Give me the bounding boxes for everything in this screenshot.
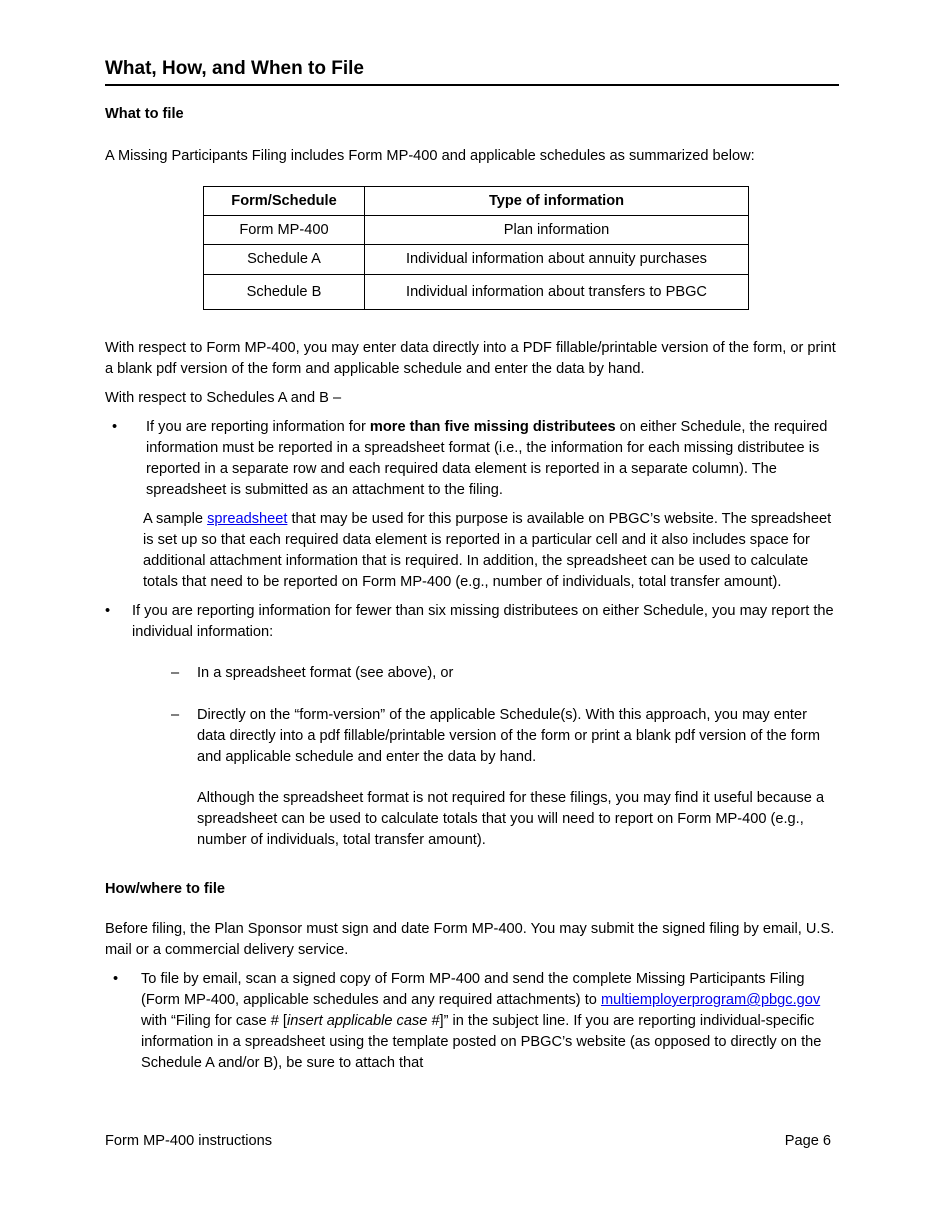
bullet-italic-text: insert applicable case #: [287, 1013, 440, 1029]
form-schedule-table: [203, 186, 749, 310]
table-cell: Form MP-400: [204, 216, 365, 245]
bullet-bold-text: more than five missing distributees: [369, 419, 616, 435]
table-row: [204, 216, 749, 245]
section-heading-what-to-file: What to file: [105, 106, 184, 122]
dash-marker: ‒: [171, 665, 180, 681]
form-mp400-paragraph: With respect to Form MP-400, you may enter data directly into a PDF fillable/printable version of the form, or print a blank pdf version of the form and applicable schedule and enter the data by hand.: [105, 340, 836, 377]
table-cell: Individual information about annuity purchases: [365, 245, 749, 275]
dash-text: Directly on the “form-version” of the applicable Schedule(s). With this approach, you may enter data directly into a pdf fillable/printable version of the form or print a blank pdf version of the form and applicable schedule and enter the data by hand.: [197, 707, 820, 765]
email-link[interactable]: multiemployerprogram@pbgc.gov: [600, 992, 821, 1008]
schedules-paragraph: With respect to Schedules A and B –: [105, 390, 342, 406]
dash-marker: ‒: [171, 707, 180, 723]
table-header-row: [204, 187, 749, 216]
dash-item-spreadsheet: [105, 663, 839, 684]
sample-text: A sample: [143, 511, 208, 527]
bullet-text: To file by email, scan a signed copy of Form MP-400 and send the complete Missing Participants Filing (Form MP-400, applicable schedules and any required attachments) to: [141, 971, 805, 1008]
footer-document-name: Form MP-400 instructions: [105, 1133, 273, 1149]
bullet-marker: •: [113, 971, 119, 987]
bullet-text: on either Schedule, the required information must be reported in a spreadsheet format (i.e., the information for each missing distributee is reported in a separate row and each required data element is reported in a separate column). The spreadsheet is submitted as an attachment to the filing.: [146, 419, 828, 498]
how-to-file-intro: Before filing, the Plan Sponsor must sign and date Form MP-400. You may submit the signed filing by email, U.S. mail or a commercial delivery service.: [105, 921, 835, 958]
footer-page-number: Page 6: [784, 1133, 831, 1149]
table-row: [204, 245, 749, 275]
bullet-marker: •: [105, 603, 111, 619]
bullet-text: with “Filing for case # [: [141, 1013, 287, 1029]
table-cell: Individual information about transfers to PBGC: [365, 275, 749, 310]
dash-item-form-version: [105, 705, 839, 768]
bullet-text: If you are reporting information for fewer than six missing distributees on either Schedule, you may report the individual information:: [132, 603, 834, 640]
bullet-email-filing: [105, 969, 839, 1074]
bullet-text: If you are reporting information for: [146, 419, 370, 435]
section-heading-how-to-file: How/where to file: [105, 881, 226, 897]
bullet-fewer-than-six: [105, 601, 839, 643]
page-footer: [105, 1131, 831, 1152]
what-to-file-intro: A Missing Participants Filing includes Form MP-400 and applicable schedules as summarized below:: [105, 148, 755, 164]
spreadsheet-note: Although the spreadsheet format is not required for these filings, you may find it useful because a spreadsheet can be used to calculate totals that you will need to report on Form MP-400 (e.g., number of individuals, total transfer amount).: [197, 790, 825, 848]
table-cell: Plan information: [365, 216, 749, 245]
table-header-cell: Type of information: [365, 187, 749, 216]
page-title: What, How, and When to File: [105, 56, 839, 86]
document-page: [105, 56, 839, 1074]
bullet-marker: •: [112, 419, 118, 435]
dash-text: In a spreadsheet format (see above), or: [197, 665, 454, 681]
table-cell: Schedule A: [204, 245, 365, 275]
table-header-cell: Form/Schedule: [204, 187, 365, 216]
table-row: [204, 275, 749, 310]
bullet-more-than-five: [105, 417, 839, 501]
sample-text: that may be used for this purpose is available on PBGC’s website. The spreadsheet is set up so that each required data element is reported in a particular cell and it also includes space for additional attachment information that is required. In addition, the spreadsheet can be used to calculate totals that need to be reported on Form MP-400 (e.g., number of individuals, total transfer amount).: [143, 511, 832, 590]
bullet-text: ]” in the subject line. If you are reporting individual-specific information in a spreadsheet using the template posted on PBGC’s website (as opposed to directly on the Schedule A and/or B), be sure to attach that: [141, 1013, 822, 1071]
spreadsheet-link[interactable]: spreadsheet: [207, 511, 288, 527]
table-cell: Schedule B: [204, 275, 365, 310]
sample-spreadsheet-paragraph: [105, 509, 839, 593]
